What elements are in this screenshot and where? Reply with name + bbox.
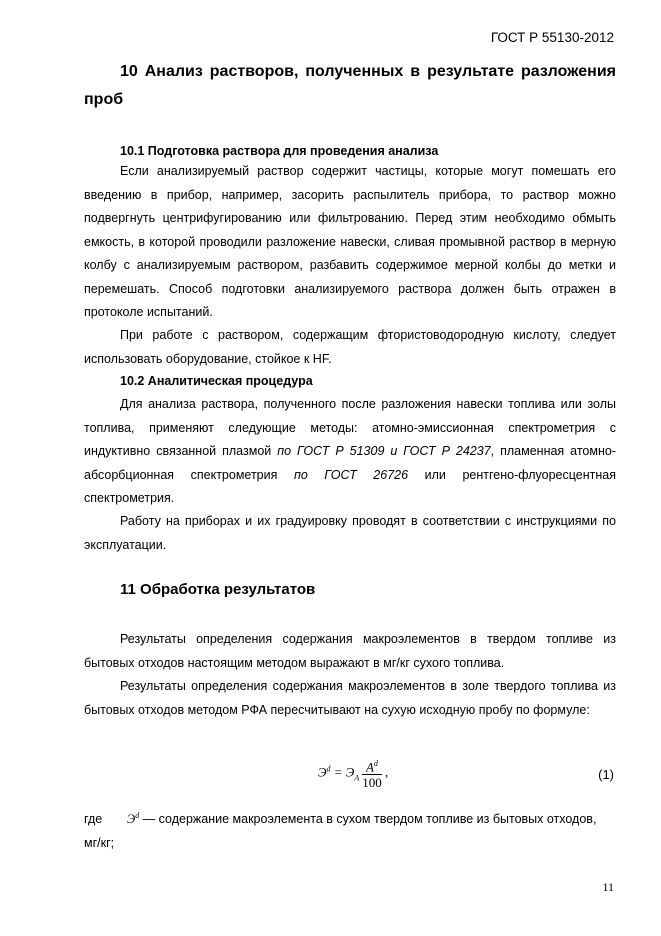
formula-denominator: 100: [362, 775, 382, 791]
formula-rhs-sub: A: [354, 773, 360, 783]
standard-reference: по ГОСТ Р 51309 и ГОСТ Р 24237: [277, 444, 491, 458]
subsection-10-1-paragraph-2: При работе с раствором, содержащим фтористоводородную кислоту, следует использовать оборудование, стойкое к HF.: [84, 328, 616, 366]
definition-item: [84, 804, 616, 855]
page-number: 11: [602, 880, 614, 894]
paragraph-text: или рентгено-флуоресцентная спектрометрия.: [84, 467, 616, 505]
paragraph-text: , пламенная атомно-абсорбционная спектрометрия: [84, 444, 616, 482]
formula-1: [318, 756, 388, 791]
subsection-10-1-paragraph-1: Если анализируемый раствор содержит частицы, которые могут помешать его введению в прибор, например, засорить распылитель прибора, то раствор можно подвергнуть центрифугированию или фильтрованию. Перед этим необходимо обмыть емкость, в которой проводили разложение навески, сливая промывной раствор в мерную колбу с анализируемым раствором, разбавить содержимое мерной колбы до метки и перемешать. Способ подготовки анализируемого раствора должен быть отражен в протоколе испытаний.: [84, 164, 616, 319]
section-11-paragraph-2: Результаты определения содержания макроэлементов в золе твердого топлива из бытовых отходов методом РФА пересчитывают на сухую исходную пробу по формуле:: [84, 679, 616, 717]
formula-rhs: = Э: [330, 764, 355, 780]
formula-tail: ,: [381, 764, 389, 780]
definition-where: где: [84, 812, 103, 827]
definition-symbol-letter: Э: [127, 812, 136, 827]
definition-symbol: [127, 812, 139, 826]
subsection-10-2-paragraph-2: Работу на приборах и их градуировку проводят в соответствии с инструкциями по эксплуатации.: [84, 514, 616, 552]
definition-text: — содержание макроэлемента в сухом твердом топливе из бытовых отходов, мг/кг;: [84, 812, 597, 850]
standard-reference: по ГОСТ 26726: [293, 467, 409, 482]
formula-lhs: Э: [318, 764, 327, 780]
paragraph-text: Для анализа раствора, полученного после разложения навески топлива или золы топлива, применяют следующие методы: атомно-эмиссионная спектрометрия с индуктивно связанной плазмой: [84, 397, 616, 458]
definition-symbol-sup: d: [135, 811, 140, 820]
section-10-heading: [84, 58, 616, 114]
subsection-10-2-heading: 10.2 Аналитическая процедура: [120, 374, 313, 388]
formula-fraction: [362, 756, 382, 791]
formula-numerator: [362, 756, 382, 775]
section-11-heading: 11 Обработка результатов: [120, 581, 316, 598]
formula-lhs-sup: d: [326, 764, 331, 774]
formula-numerator-symbol: A: [365, 759, 374, 775]
formula-number: (1): [598, 767, 614, 782]
section-11-paragraph-1: Результаты определения содержания макроэлементов в твердом топливе из бытовых отходов настоящим методом выражают в мг/кг сухого топлива.: [84, 632, 616, 670]
subsection-10-1-heading: 10.1 Подготовка раствора для проведения анализа: [120, 144, 439, 158]
page-header: ГОСТ Р 55130-2012: [490, 30, 614, 45]
section-10-heading-line1: 10 Анализ растворов, полученных в результате разложения: [120, 63, 616, 80]
subsection-10-2-paragraph-1: [84, 393, 616, 511]
formula-numerator-sup: d: [373, 759, 378, 768]
section-10-heading-line2: проб: [84, 91, 124, 108]
